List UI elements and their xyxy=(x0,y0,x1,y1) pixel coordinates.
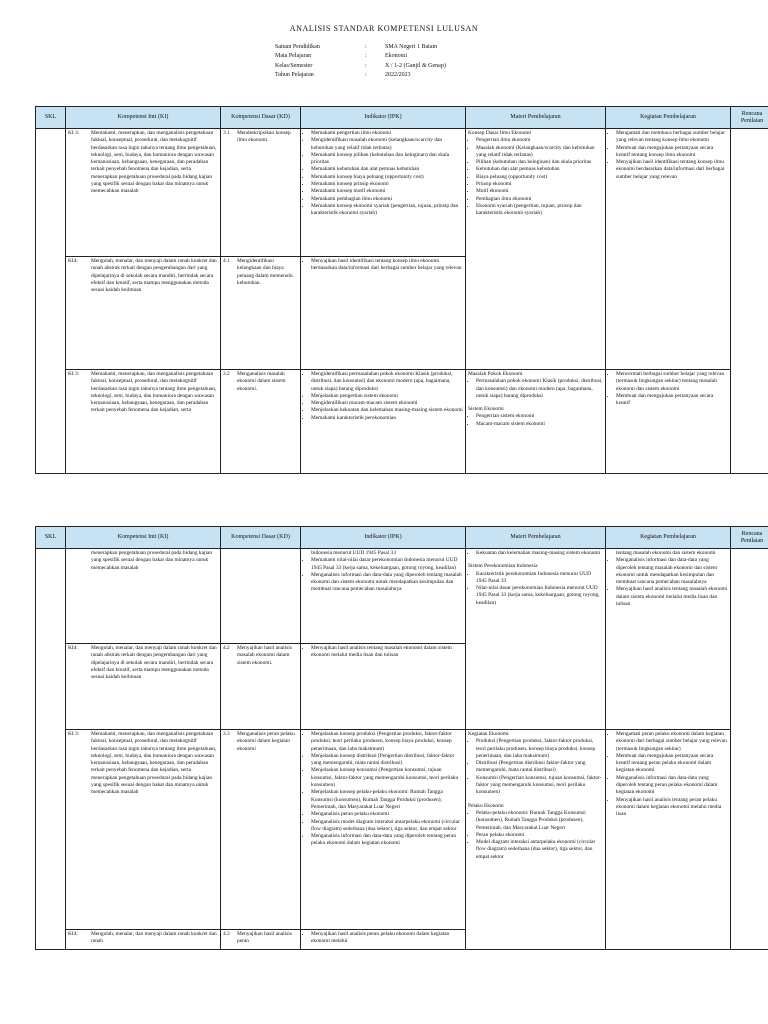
header-kegiatan: Kegiatan Pembelajaran xyxy=(606,107,731,129)
ki-text: Memahami, menerapkan, dan menganalisis pengetahuan faktual, konseptual, prosedural, dan metakognitif berdasarkan rasa ingin tahunya tentang ilmu pengetahuan, teknologi, seni, budaya, dan humaniora dengan wawasan kemanusiaan, kebangsaan, kenegaraan, dan peradaban terkait penyebab fenomena dan kejadian, serta xyxy=(91,371,217,414)
meta-row xyxy=(275,71,446,80)
table-header-row xyxy=(36,107,768,129)
list-item: • Pengertian sistem ekonomi xyxy=(476,413,603,420)
table-row xyxy=(36,549,768,644)
kegiatan-continued-text: tentang masalah ekonomi dan sistem ekonomi xyxy=(616,550,716,556)
header-materi: Materi Pembelajaran xyxy=(466,107,606,129)
list-item: • Pelaku-pelaku ekonomi: Rumah Tangga Konsumsi (konsumen), Rumah Tangga Produksi (produsen), Pemerintah, dan Masyarakat Luar Negeri xyxy=(476,810,603,832)
ipk-list xyxy=(303,258,463,273)
ki-text: Mengolah, menalar, dan menyaji dalam ranah konkret dan ranah abstrak terkait dengan pengembangan dari yang dipelajarinya di sekolah secara mandiri, bertindak secara efektif dan kreatif, serta mampu menggunakan metoda sesuai kaidah keilmuan xyxy=(91,645,217,681)
list-item: • Model diagram interaksi antarpelaku ekonomi (circular flow diagram) sederhana (dua sektor), tiga sektor, dan empat sektor xyxy=(476,839,603,861)
header-ki: Kompetensi Inti (KI) xyxy=(66,107,221,129)
list-item: • Pilihan (kebutuhan dan keinginan) dan skala prioritas xyxy=(476,159,603,166)
kegiatan-list xyxy=(608,731,728,819)
list-item: • Memahami pengertian ilmu ekonomi xyxy=(311,130,463,137)
materi-cell xyxy=(466,549,606,730)
list-item: • Memahami konsep prinsip ekonomi xyxy=(311,181,463,188)
kd-text: Mendeskripsikan konsep ilmu ekonomi. xyxy=(237,130,291,144)
meta-value: X / 1-2 (Ganjil & Genap) xyxy=(385,62,446,69)
ki-text: menerapkan pengetahuan prosedural pada bidang kajian yang spesifik sesuai dengan bakat dan minatnya untuk memecahkan masalah xyxy=(91,550,213,571)
list-item: • Mengamati peran pelaku ekonomi dalam kegiatan ekonomi dari berbagai sumber belajar yang relevan (termasuk lingkungan sekitar) xyxy=(616,731,728,753)
list-item: • Permasalahan pokok ekonomi Klasik (produksi, distribusi, dan konsumsi) dan ekonomi modern (apa, bagaimana, untuk siapa) barang diproduksi xyxy=(476,378,603,400)
header-penilaian: Rencana Penilaian xyxy=(731,107,768,129)
ki-code: KI 3: xyxy=(68,371,80,377)
ipk-cell xyxy=(301,549,466,644)
list-item: • Menjelaskan kekuatan dan kelemahan masing-masing sistem ekonomi xyxy=(311,407,463,414)
meta-row xyxy=(275,62,446,71)
ipk-list xyxy=(303,731,463,848)
ipk-list xyxy=(303,371,463,422)
meta-value: 2022/2023 xyxy=(385,72,411,79)
table-row xyxy=(36,129,768,257)
kd-text: Menganalisis peran pelaku ekonomi dalam kegiatan ekonomi xyxy=(237,731,295,752)
ki-code: KI4: xyxy=(68,258,78,264)
ki-cell xyxy=(66,257,221,370)
materi-list xyxy=(468,550,603,557)
header-penilaian: Rencana Penilaian xyxy=(731,527,768,549)
list-item: • Kebutuhan dan alat pemuas kebutuhan xyxy=(476,166,603,173)
list-item: • Menjelaskan konsep produksi (Pengertian produksi, faktor-faktor produksi, teori perilaku produsen, konsep biaya produksi, konsep penerimaan, dan laba maksimum) xyxy=(311,731,463,753)
materi-list xyxy=(468,571,603,607)
kd-code: 3.2 xyxy=(223,371,230,377)
materi-heading: Kegiatan Ekonomi xyxy=(468,731,509,737)
kegiatan-cell xyxy=(606,370,731,474)
ipk-list xyxy=(303,645,463,660)
list-item: • Pengertian ilmu ekonomi xyxy=(476,137,603,144)
list-item: • Ekonomi syariah (pengertian, tujuan, prinsip dan karakteristik ekonomi syariah) xyxy=(476,203,603,218)
meta-colon: : xyxy=(365,72,367,79)
document-title: ANALISIS STANDAR KOMPETENSI LULUSAN xyxy=(289,24,479,33)
list-item: • Menjelaskan pengertian sistem ekonomi xyxy=(311,393,463,400)
kd-text: Menyajikan hasil analisis peran xyxy=(237,931,292,945)
meta-label: Mata Pelajaran xyxy=(275,53,312,60)
document-meta xyxy=(275,43,446,81)
ipk-cell xyxy=(301,370,466,474)
kegiatan-list xyxy=(608,130,728,181)
materi-list xyxy=(468,810,603,861)
ki-cell xyxy=(66,129,221,257)
ki-code: KI4: xyxy=(68,931,78,937)
kd-cell xyxy=(221,257,301,370)
kd-text: Menyajikan hasil analisis masalah ekonomi dalam sistem ekonomi. xyxy=(237,645,292,666)
ki-cell xyxy=(66,930,221,950)
kd-cell xyxy=(221,370,301,474)
ipk-list xyxy=(303,931,463,946)
list-item: • Menganalisis informasi dan data-data yang diperoleh tentang peran pelaku ekonomi dalam kegiatan ekonomi xyxy=(616,775,728,797)
ipk-cell xyxy=(301,930,466,950)
header-kegiatan: Kegiatan Pembelajaran xyxy=(606,527,731,549)
list-item: • Membuat dan mengajukan pertanyaan secara kreatif tentang peran pelaku ekonomi dalam kegiatan ekonomi xyxy=(616,753,728,775)
kd-cell xyxy=(221,930,301,950)
header-ki: Kompetensi Inti (KI) xyxy=(66,527,221,549)
list-item: • Menyajikan hasil analisis tentang peran pelaku ekonomi dalam kegiatan ekonomi melalui media lisan xyxy=(616,797,728,819)
list-item: • Kekuatan dan kelemahan masing-masing sistem ekonomi xyxy=(476,550,603,557)
materi-cell xyxy=(466,730,606,950)
list-item: • Mengamati dan membaca berbagai sumber belajar yang relevan tentang konsep ilmu ekonomi xyxy=(616,130,728,145)
meta-row xyxy=(275,52,446,61)
list-item: • Produksi (Pengertian produksi, faktor-faktor produksi, teori perilaku produsen, konsep biaya produksi, konsep penerimaan, dan laba maksimum) xyxy=(476,738,603,760)
list-item: • Menyajikan hasil analisis tentang masalah ekonomi dalam sistem ekonomi melalui media lisan dan tulisan xyxy=(311,645,463,660)
list-item: • Menyajikan hasil analisis peran pelaku ekonomi dalam kegiatan ekonomi melalui xyxy=(311,931,463,946)
meta-label: Kelas/Semester xyxy=(275,62,313,69)
list-item: • Memahami kebutuhan dan alat pemuas kebutuhan xyxy=(311,166,463,173)
header-skl: SKL xyxy=(36,107,66,129)
kd-code: 4.2 xyxy=(223,645,230,651)
meta-colon: : xyxy=(365,53,367,60)
list-item: • Prinsip ekonomi xyxy=(476,181,603,188)
list-item: • Menjelaskan konsep pelaku-pelaku ekonomi: Rumah Tangga Konsumsi (konsumen), Rumah Tangga Produksi (produsen), Pemerintah, dan Masyarakat Luar Negeri xyxy=(311,789,463,811)
table-row xyxy=(36,370,768,474)
kegiatan-cell xyxy=(606,549,731,730)
penilaian-cell xyxy=(731,549,768,950)
meta-colon: : xyxy=(365,62,367,69)
header-kd: Kompetensi Dasar (KD) xyxy=(221,107,301,129)
list-item: • Distribusi (Pengertian distribusi faktor-faktor yang memengaruhi, mata rantai distribusi) xyxy=(476,760,603,775)
kd-code: 4.3 xyxy=(223,931,230,937)
ipk-list xyxy=(303,557,463,593)
list-item: • Menjelaskan konsep distribusi (Pengertian distribusi, faktor-faktor yang memengaruhi, mata rantai distribusi) xyxy=(311,753,463,768)
ki-text: Mengolah, menalar, dan menyaji dalam ranah konkret dan ranah xyxy=(91,931,217,945)
ki-text: Memahami, menerapkan, dan menganalisis pengetahuan faktual, konseptual, prosedural, dan metakognitif berdasarkan rasa ingin tahunya tentang ilmu pengetahuan, teknologi, seni, budaya, dan humaniora dengan wawasan kemanusiaan, kebangsaan, kenegaraan, dan peradaban terkait penyebab fenomena dan kejadian, serta menerapkan pengetahuan prosedural pada bidang kajian yang spesifik sesuai dengan bakat dan minatnya untuk memecahkan masalah xyxy=(91,731,217,796)
kegiatan-list xyxy=(608,371,728,407)
ki-code: KI 3: xyxy=(68,130,80,136)
ki-text: Memahami, menerapkan, dan menganalisis pengetahuan faktual, konseptual, prosedural, dan metakognitif berdasarkan rasa ingin tahunya tentang ilmu pengetahuan, teknologi, seni, budaya, dan humaniora dengan wawasan kemanusiaan, kebangsaan, kenegaraan, dan peradaban terkait penyebab fenomena dan kejadian, serta menerapkan pengetahuan prosedural pada bidang kajian yang spesifik sesuai dengan bakat dan minatnya untuk memecahkan masalah xyxy=(91,130,217,195)
list-item: • Memahami nilai-nilai dasar perekonomian Indonesia menurut UUD 1945 Pasal 33 (kerja sama, kekeluargaan, gotong royong, keadilan) xyxy=(311,557,463,572)
kegiatan-list xyxy=(608,557,728,608)
list-item: • Biaya peluang (opportunity cost) xyxy=(476,174,603,181)
materi-cell xyxy=(466,370,606,474)
skl-table-page-2 xyxy=(35,526,768,950)
list-item: • Masalah ekonomi (Kelangkaan/scarcity dan kebutuhan yang relatif tidak terbatas) xyxy=(476,145,603,160)
list-item: • Karakteristik perekonomian Indonesia menurut UUD 1945 Pasal 33 xyxy=(476,571,603,586)
kd-cell xyxy=(221,549,301,644)
list-item: • Menjelaskan konsep konsumsi (Pengertian konsumsi, tujuan konsumsi, faktor-faktor yang memengaruhi konsumsi, teori perilaku konsumen) xyxy=(311,767,463,789)
meta-value: SMA Negeri 1 Batam xyxy=(385,44,438,50)
ipk-cell xyxy=(301,730,466,930)
header-ipk: Indikator (IPK) xyxy=(301,527,466,549)
kegiatan-cell xyxy=(606,129,731,370)
list-item: • Memahami konsep biaya peluang (opportunity cost) xyxy=(311,174,463,181)
materi-cell xyxy=(466,129,606,370)
header-materi: Materi Pembelajaran xyxy=(466,527,606,549)
penilaian-cell xyxy=(731,129,768,474)
list-item: • Mengidentifikasi macam-macam sistem ekonomi xyxy=(311,400,463,407)
ki-text: Mengolah, menalar, dan menyaji dalam ranah konkret dan ranah abstrak terkait dengan pengembangan dari yang dipelajarinya di sekolah secara mandiri, bertindak secara efektif dan kreatif, serta mampu menggunakan metoda sesuai kaidah keilmuan xyxy=(91,258,217,294)
kd-cell xyxy=(221,129,301,257)
materi-list xyxy=(468,137,603,217)
list-item: • Menyajikan hasil identifikasi tentang konsep ilmu ekonomi berdasarkan data/informasi dari berbagai sumber belajar yang relevan xyxy=(311,258,463,273)
meta-label: Satuan Pendidikan xyxy=(275,44,320,50)
list-item: • Peran pelaku ekonomi xyxy=(476,832,603,839)
meta-row xyxy=(275,43,446,52)
ipk-cell xyxy=(301,129,466,257)
list-item: • Pembagian ilmu ekonomi xyxy=(476,196,603,203)
ipk-cell xyxy=(301,257,466,370)
table-row xyxy=(36,730,768,930)
header-skl: SKL xyxy=(36,527,66,549)
ipk-cell xyxy=(301,644,466,730)
kd-code: 3.1 xyxy=(223,130,230,136)
kd-text: Mengidentifikasi kelangkaan dan biaya peluang dalam memenuhi kebutuhan. xyxy=(237,258,293,286)
ki-code-spacer xyxy=(68,550,91,572)
kd-code: 4.1 xyxy=(223,258,230,264)
materi-heading: Konsep Dasar Ilmu Ekonomi xyxy=(468,130,532,136)
ki-cell xyxy=(66,549,221,644)
header-kd: Kompetensi Dasar (KD) xyxy=(221,527,301,549)
ki-cell xyxy=(66,370,221,474)
list-item: • Menganalisis informasi dan data-data yang diperoleh tentang masalah ekonomi dan sistem ekonomi untuk mendapatkan kesimpulan dan membuat rancana pemecahan masalahnya xyxy=(616,557,728,586)
kd-cell xyxy=(221,730,301,930)
list-item: • Konsumsi (Pengertian konsumsi, tujuan konsumsi, faktor-faktor yang memengaruhi konsumsi, teori perilaku konsumen) xyxy=(476,775,603,797)
kd-code: 3.3 xyxy=(223,731,230,737)
ki-cell xyxy=(66,644,221,730)
materi-heading: Sistem Perekonomian Indonesia xyxy=(468,563,538,570)
skl-cell xyxy=(36,549,66,950)
header-ipk: Indikator (IPK) xyxy=(301,107,466,129)
list-item: • Menyajikan hasil identifikasi tentang konsep ilmu ekonomi berdasarkan data/informasi dari berbagai sumber belajar yang relevan xyxy=(616,159,728,181)
ipk-continued-text: Indonesia menurut UUD 1945 Pasal 33 xyxy=(311,550,396,556)
ki-code: KI4: xyxy=(68,645,78,651)
meta-label: Tahun Pelajaran xyxy=(275,72,314,79)
materi-list xyxy=(468,378,603,400)
kd-text: Menganalisis masalah ekonomi dalam sistem ekonomi. xyxy=(237,371,286,392)
skl-cell xyxy=(36,129,66,474)
list-item: • Mengidentifikasi masalah ekonomi (kelangkaan/scarcity dan kebutuhan yang relatif tidak terbatas) xyxy=(311,137,463,152)
list-item: • Macam-macam sistem ekonomi xyxy=(476,421,603,428)
list-item: • Mencermati berbagai sumber belajar yang relevan (termasuk lingkungan sekitar) tentang masalah ekonomi dan sistem ekonomi xyxy=(616,371,728,393)
ipk-list xyxy=(303,130,463,218)
list-item: • Mengidentifikasi permasalahan pokok ekonomi Klasik (produksi, distribusi, dan konsumsi) dan ekonomi modern (apa, bagaimana, untuk siapa) barang diproduksi xyxy=(311,371,463,393)
meta-colon: : xyxy=(365,44,367,50)
list-item: • Memahami konsep pilihan (kebutuhan dan keinginan) dan skala prioritas xyxy=(311,152,463,167)
skl-table-page-1 xyxy=(35,106,768,474)
list-item: • Menganalisis informasi dan data-data yang diperoleh tentang peran pelaku ekonomi dalam kegiatan ekonomi xyxy=(311,833,463,848)
list-item: • Menganalisis model diagram interaksi antarpelaku ekonomi (circular flow diagram) sederhana (dua sektor), tiga sektor, dan empat sektor xyxy=(311,819,463,834)
ki-code: KI 3: xyxy=(68,731,80,737)
list-item: • Menganalisis peran pelaku ekonomi xyxy=(311,811,463,818)
list-item: • Nilai-nilai dasar perekonomian Indonesia menurut UUD 1945 Pasal 33 (kerja sama, kekeluargaan, gotong royong, keadilan) xyxy=(476,585,603,607)
table-header-row xyxy=(36,527,768,549)
materi-list xyxy=(468,413,603,428)
list-item: • Motif ekonomi xyxy=(476,188,603,195)
meta-value: Ekonomi xyxy=(385,53,407,60)
kd-cell xyxy=(221,644,301,730)
materi-list xyxy=(468,738,603,796)
list-item: • Membuat dan mengajukan pertanyaan secara kreatif xyxy=(616,393,728,408)
list-item: • Memahami karakteristik perekonomian xyxy=(311,415,463,422)
materi-heading: Masalah Pokok Ekonomi xyxy=(468,371,523,377)
list-item: • Menyajikan hasil analisis tentang masalah ekonomi dalam sistem ekonomi melalui media lisan dan tulisan xyxy=(616,586,728,608)
kegiatan-cell xyxy=(606,730,731,950)
materi-heading: Pelaku Ekonomi xyxy=(468,802,504,809)
list-item: • Memahami konsep ekonomi syariah (pengertian, tujuan, prinsip dan karakteristik ekonomi syariah) xyxy=(311,203,463,218)
list-item: • Memahami pembagian ilmu ekonomi xyxy=(311,196,463,203)
list-item: • Menganalisis informasi dan data-data yang diperoleh tentang masalah ekonomi dan sistem ekonomi untuk mendapatkan kesimpulan dan membuat rancana pemecahan masalahnya xyxy=(311,572,463,594)
ki-cell xyxy=(66,730,221,930)
list-item: • Membuat dan mengajukan pertanyaan secara kreatif tentang konsep ilmu ekonomi xyxy=(616,145,728,160)
list-item: • Memahami konsep motif ekonomi xyxy=(311,188,463,195)
materi-heading: Sistem Ekonomi xyxy=(468,406,504,413)
